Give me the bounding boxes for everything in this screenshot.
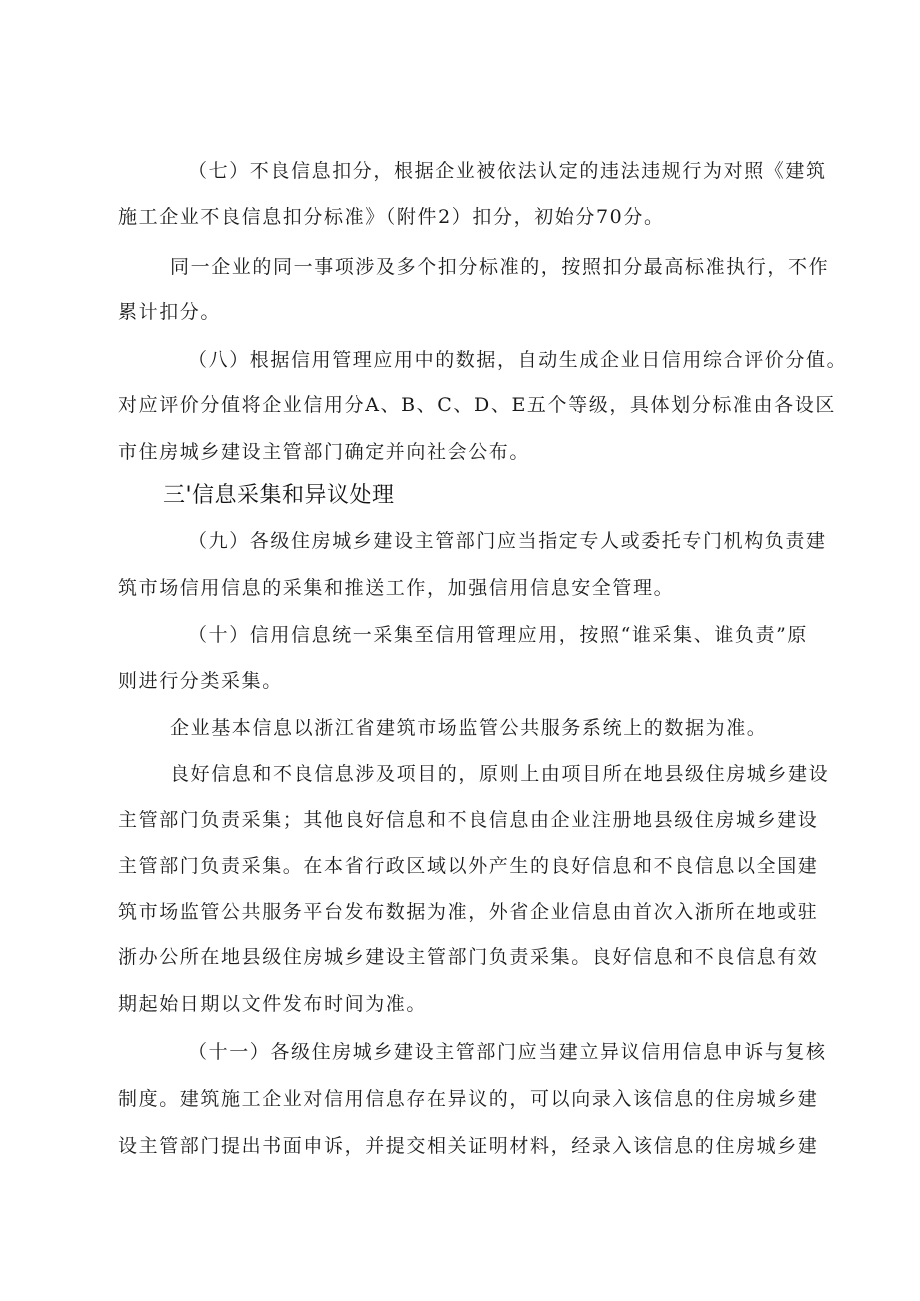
paragraph-7b-line-2: 累计扣分。: [118, 301, 222, 323]
paragraph-8-line-3: 市住房城乡建设主管部门确定并向社会公布。: [118, 441, 531, 463]
paragraph-8-line-2: 对应评价分值将企业信用分A、B、C、D、E五个等级，具体划分标准由各设区: [118, 394, 836, 416]
paragraph-11-line-2: 制度。建筑施工企业对信用信息存在异议的，可以向录入该信息的住房城乡建: [118, 1088, 819, 1110]
paragraph-10b-line-1: 企业基本信息以浙江省建筑市场监管公共服务系统上的数据为准。: [170, 717, 768, 739]
paragraph-10-line-1: （十）信用信息统一采集至信用管理应用，按照“谁采集、谁负责”原: [188, 624, 809, 646]
paragraph-10c-line-6: 期起始日期以文件发布时间为准。: [118, 993, 428, 1015]
paragraph-7b-line-1: 同一企业的同一事项涉及多个扣分标准的，按照扣分最高标准执行，不作: [170, 256, 830, 278]
paragraph-9-line-2: 筑市场信用信息的采集和推送工作，加强信用信息安全管理。: [118, 577, 675, 599]
paragraph-11-line-1: （十一）各级住房城乡建设主管部门应当建立异议信用信息申诉与复核: [188, 1041, 827, 1063]
paragraph-7-line-1: （七）不良信息扣分，根据企业被依法认定的违法违规行为对照《建筑: [188, 160, 827, 182]
paragraph-7-line-2: 施工企业不良信息扣分标准》（附件2）扣分，初始分70分。: [118, 206, 665, 228]
paragraph-8-line-1: （八）根据信用管理应用中的数据，自动生成企业日信用综合评价分值。: [188, 349, 848, 371]
paragraph-10c-line-5: 浙办公所在地县级住房城乡建设主管部门负责采集。良好信息和不良信息有效: [118, 946, 819, 968]
paragraph-9-line-1: （九）各级住房城乡建设主管部门应当指定专人或委托专门机构负责建: [188, 530, 827, 552]
paragraph-10c-line-4: 筑市场监管公共服务平台发布数据为准，外省企业信息由首次入浙所在地或驻: [118, 901, 819, 923]
paragraph-10c-line-3: 主管部门负责采集。在本省行政区域以外产生的良好信息和不良信息以全国建: [118, 855, 819, 877]
paragraph-10c-line-1: 良好信息和不良信息涉及项目的，原则上由项目所在地县级住房城乡建设: [170, 763, 830, 785]
section-heading: 三'信息采集和异议处理: [163, 483, 395, 508]
paragraph-11-line-3: 设主管部门提出书面申诉，并提交相关证明材料，经录入该信息的住房城乡建: [118, 1135, 819, 1157]
paragraph-10c-line-2: 主管部门负责采集；其他良好信息和不良信息由企业注册地县级住房城乡建设: [118, 809, 819, 831]
paragraph-10-line-2: 则进行分类采集。: [118, 670, 283, 692]
